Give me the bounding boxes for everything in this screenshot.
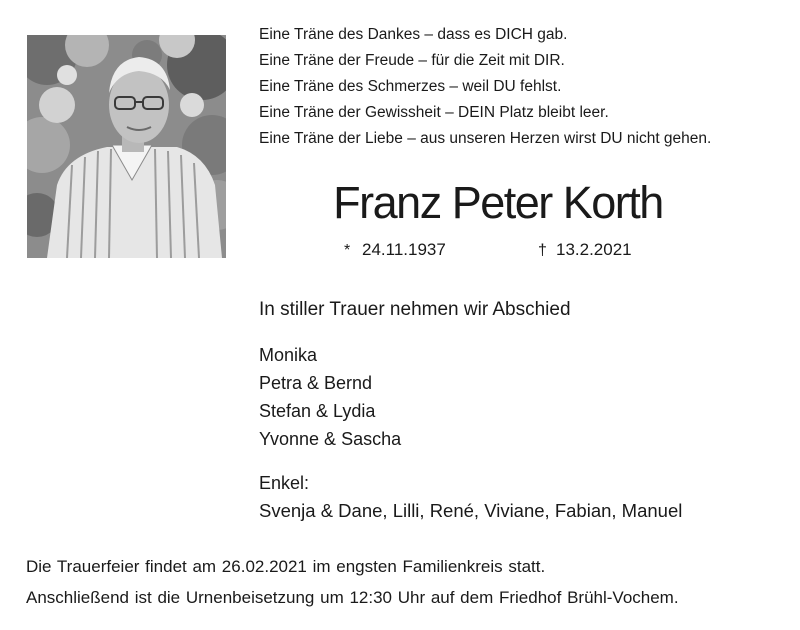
poem-line: Eine Träne der Freude – für die Zeit mit DIR. <box>259 52 565 69</box>
family-member: Yvonne & Sascha <box>259 429 402 449</box>
poem-line: Eine Träne der Gewissheit – DEIN Platz bleibt leer. <box>259 104 609 121</box>
death-date-value: 13.2.2021 <box>556 240 632 259</box>
poem-line: Eine Träne der Liebe – aus unseren Herzen wirst DU nicht gehen. <box>259 130 712 147</box>
death-symbol: † <box>538 242 547 259</box>
birth-date-value: 24.11.1937 <box>362 240 446 259</box>
mourning-text: In stiller Trauer nehmen wir Abschied <box>259 299 571 320</box>
birth-date <box>344 238 446 263</box>
poem <box>259 22 789 152</box>
family-list <box>259 341 401 453</box>
grandchildren-label: Enkel: <box>259 473 310 493</box>
grandchildren-names: Svenja & Dane, Lilli, René, Viviane, Fabian, Manuel <box>259 500 683 521</box>
portrait-image <box>27 35 226 258</box>
poem-line: Eine Träne des Schmerzes – weil DU fehlst. <box>259 78 562 95</box>
death-date <box>538 238 632 263</box>
deceased-name: Franz Peter Korth <box>333 177 663 228</box>
birth-symbol: * <box>344 242 351 259</box>
poem-line: Eine Träne des Dankes – dass es DICH gab. <box>259 26 568 43</box>
funeral-notice: Die Trauerfeier findet am 26.02.2021 im engsten Familienkreis statt. <box>26 557 546 576</box>
burial-notice: Anschließend ist die Urnenbeisetzung um 12:30 Uhr auf dem Friedhof Brühl-Vochem. <box>26 588 679 607</box>
family-member: Monika <box>259 345 318 365</box>
family-member: Petra & Bernd <box>259 373 373 393</box>
portrait-photo <box>27 35 226 258</box>
family-member: Stefan & Lydia <box>259 401 376 421</box>
